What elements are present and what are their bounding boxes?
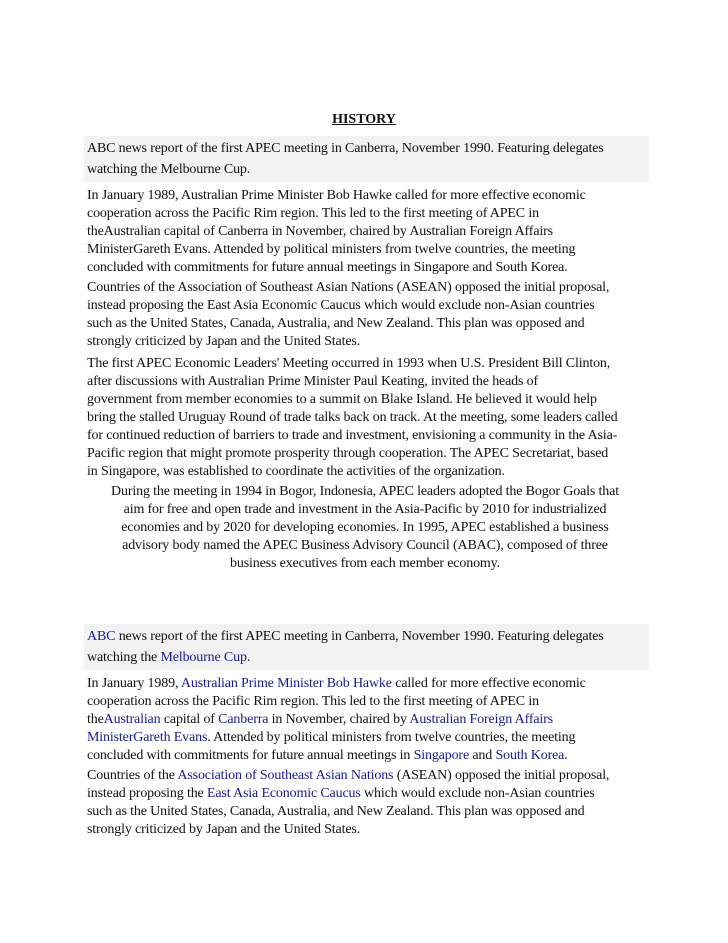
text-run: and — [469, 748, 496, 763]
text-run: watching the — [87, 650, 161, 665]
link-south-korea[interactable]: South Korea — [495, 748, 565, 763]
text-run: such as the United States, Canada, Australia, and New Zealand. This plan was opposed and — [87, 804, 585, 819]
link-australian-foreign-affairs[interactable]: Australian Foreign Affairs — [409, 712, 553, 727]
text-line: During the meeting in 1994 in Bogor, Indonesia, APEC leaders adopted the Bogor Goals that — [111, 484, 619, 499]
text-line: advisory body named the APEC Business Advisory Council (ABAC), composed of three — [122, 538, 608, 553]
video-caption-linked — [84, 624, 649, 670]
text-line — [87, 785, 647, 803]
text-run: In January 1989, — [87, 676, 181, 691]
text-line: strongly criticized by Japan and the United States. — [87, 334, 361, 349]
text-line: in Singapore, was established to coordinate the activities of the organization. — [87, 464, 505, 479]
text-line: after discussions with Australian Prime Minister Paul Keating, invited the heads of — [87, 374, 539, 389]
text-line — [87, 803, 647, 821]
text-run: the — [87, 712, 104, 727]
text-line: concluded with commitments for future annual meetings in Singapore and South Korea. — [87, 260, 568, 275]
text-line — [87, 821, 647, 839]
text-run: . — [564, 748, 568, 763]
text-line: Countries of the Association of Southeast Asian Nations (ASEAN) opposed the initial proposal, — [87, 280, 610, 295]
caption-line — [87, 647, 647, 668]
link-gareth-evans[interactable]: MinisterGareth Evans — [87, 730, 208, 745]
text-line: theAustralian capital of Canberra in November, chaired by Australian Foreign Affairs — [87, 224, 553, 239]
text-run: cooperation across the Pacific Rim region. This led to the first meeting of APEC in — [87, 694, 539, 709]
link-east-asia-economic-caucus[interactable]: East Asia Economic Caucus — [206, 786, 361, 801]
text-run: instead proposing the — [87, 786, 207, 801]
text-run: concluded with commitments for future annual meetings in — [87, 748, 414, 763]
link-singapore[interactable]: Singapore — [413, 748, 470, 763]
paragraph-asean — [87, 279, 647, 351]
text-line — [87, 729, 647, 747]
link-bob-hawke[interactable]: Bob Hawke — [326, 676, 392, 691]
text-line — [87, 693, 647, 711]
text-line — [87, 711, 647, 729]
text-run: . — [246, 650, 251, 665]
page-title: HISTORY — [332, 112, 396, 127]
paragraph-asean-linked — [87, 767, 647, 839]
text-line: MinisterGareth Evans. Attended by political ministers from twelve countries, the meeting — [87, 242, 576, 257]
text-line: business executives from each member economy. — [230, 556, 500, 571]
text-line — [87, 675, 647, 693]
link-canberra[interactable]: Canberra — [218, 712, 269, 727]
text-line: economies and by 2020 for developing economies. In 1995, APEC established a business — [121, 520, 609, 535]
caption-line: ABC news report of the first APEC meeting in Canberra, November 1990. Featuring delegates — [87, 141, 604, 156]
text-line: aim for free and open trade and investment in the Asia-Pacific by 2010 for industrialized — [123, 502, 607, 517]
text-line: bring the stalled Uruguay Round of trade talks back on track. At the meeting, some leaders called — [87, 410, 618, 425]
text-line: for continued reduction of barriers to trade and investment, envisioning a community in the Asia- — [87, 428, 618, 443]
link-asean[interactable]: Association of Southeast Asian Nations — [177, 768, 394, 783]
text-line: government from member economies to a summit on Blake Island. He believed it would help — [87, 392, 597, 407]
text-run: . Attended by political ministers from twelve countries, the meeting — [207, 730, 576, 745]
caption-line — [87, 626, 647, 647]
caption-line: watching the Melbourne Cup. — [87, 162, 251, 177]
text-run: strongly criticized by Japan and the United States. — [87, 822, 361, 837]
text-line — [87, 747, 647, 765]
text-line: Pacific region that might promote prosperity through cooperation. The APEC Secretariat, based — [87, 446, 609, 461]
link-australian[interactable]: Australian — [103, 712, 161, 727]
link-melbourne-cup[interactable]: Melbourne Cup — [160, 650, 247, 665]
text-line — [87, 767, 647, 785]
paragraph-leaders-meeting — [87, 355, 647, 481]
text-run: (ASEAN) opposed the initial proposal, — [393, 768, 610, 783]
text-run: which would exclude non-Asian countries — [360, 786, 595, 801]
text-line: instead proposing the East Asia Economic Caucus which would exclude non-Asian countries — [87, 298, 595, 313]
paragraph-apec-founding-linked — [87, 675, 647, 765]
text-line: such as the United States, Canada, Australia, and New Zealand. This plan was opposed and — [87, 316, 585, 331]
text-run: capital of — [160, 712, 219, 727]
text-run: in November, chaired by — [268, 712, 410, 727]
text-run: Countries of the — [87, 768, 178, 783]
paragraph-apec-founding — [87, 187, 647, 277]
paragraph-bogor-goals — [87, 483, 643, 573]
link-australian-prime-minister[interactable]: Australian Prime Minister — [180, 676, 324, 691]
text-line: In January 1989, Australian Prime Minister Bob Hawke called for more effective economic — [87, 188, 586, 203]
text-line: cooperation across the Pacific Rim region. This led to the first meeting of APEC in — [87, 206, 539, 221]
text-run: called for more effective economic — [391, 676, 586, 691]
text-line: The first APEC Economic Leaders' Meeting occurred in 1993 when U.S. President Bill Clinton, — [87, 356, 611, 371]
link-abc[interactable]: ABC — [87, 629, 116, 644]
video-caption — [84, 136, 649, 182]
text-run: news report of the first APEC meeting in Canberra, November 1990. Featuring delegates — [115, 629, 604, 644]
